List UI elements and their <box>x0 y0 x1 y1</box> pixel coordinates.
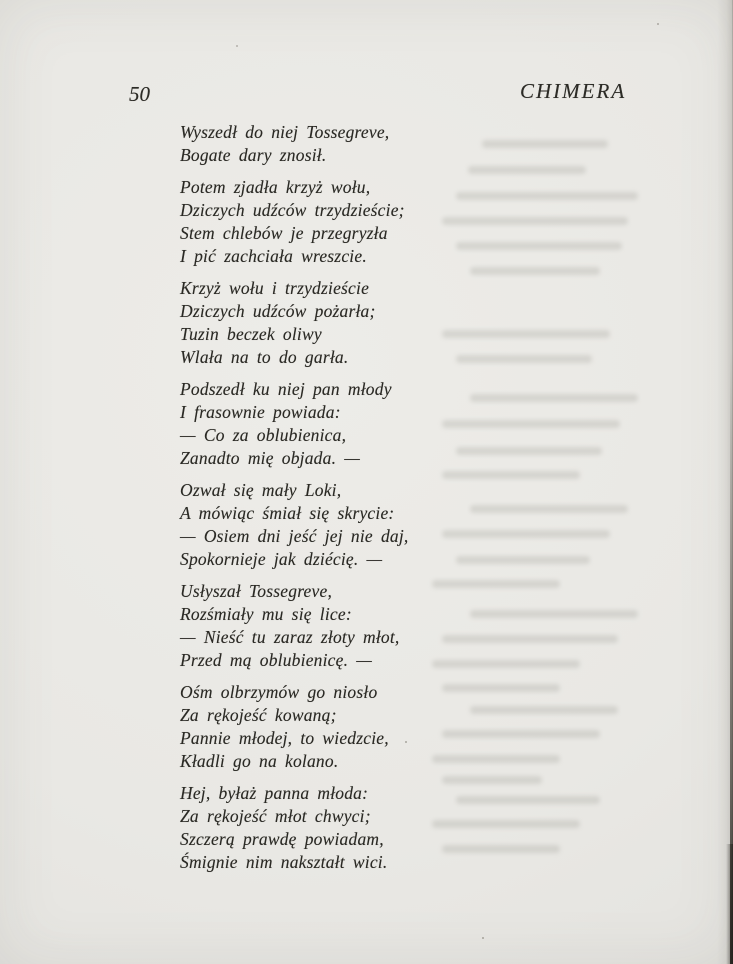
poem-line: Szczerą prawdę powiadam, <box>180 829 384 849</box>
bleed-through-line <box>456 556 590 564</box>
poem-line: Za rękojeść kowaną; <box>180 705 337 725</box>
stanza <box>180 176 409 268</box>
poem-line: Wyszedł do niej Tossegreve, <box>180 122 390 142</box>
poem-line: — Co za oblubienica, <box>180 425 347 445</box>
bleed-through-line <box>468 166 586 174</box>
bleed-through-line <box>456 192 638 200</box>
poem-line: Bogate dary znosił. <box>180 145 327 165</box>
poem-line: Tuzin beczek oliwy <box>180 324 322 344</box>
poem-line: Dziczych udźców pożarła; <box>180 301 376 321</box>
poem-line: Za rękojeść młot chwyci; <box>180 806 371 826</box>
bleed-through-line <box>470 610 638 618</box>
bleed-through-line <box>442 776 542 784</box>
bleed-through-line <box>442 217 628 225</box>
bleed-through-line <box>442 530 610 538</box>
bleed-through-line <box>470 706 618 714</box>
poem-line: Podszedł ku niej pan młody <box>180 379 392 399</box>
stanza <box>180 479 409 571</box>
poem-line: Krzyż wołu i trzydzieście <box>180 278 370 298</box>
poem-line: Wlała na to do garła. <box>180 347 349 367</box>
journal-title: CHIMERA <box>520 79 627 103</box>
poem <box>180 121 409 883</box>
poem-line: Spokornieje jak dziécię. — <box>180 549 383 569</box>
poem-line: I pić zachciała wreszcie. <box>180 246 367 266</box>
poem-line: Potem zjadła krzyż wołu, <box>180 177 371 197</box>
poem-line: — Nieść tu zaraz złoty młot, <box>180 627 400 647</box>
poem-line: — Osiem dni jeść jej nie daj, <box>180 526 409 546</box>
poem-line: Przed mą oblubienicę. — <box>180 650 373 670</box>
stanza <box>180 782 409 874</box>
stanza <box>180 121 409 167</box>
poem-line: Usłyszał Tossegreve, <box>180 581 333 601</box>
bleed-through-line <box>442 845 560 853</box>
bleed-through-line <box>432 755 560 763</box>
bleed-through-line <box>470 505 628 513</box>
poem-line: Pannie młodej, to wiedzcie, <box>180 728 389 748</box>
bleed-through-line <box>456 796 600 804</box>
poem-line: Rozśmiały mu się lice: <box>180 604 352 624</box>
bleed-through-line <box>432 820 580 828</box>
bleed-through-line <box>470 394 638 402</box>
page-number: 50 <box>129 82 150 106</box>
poem-line: Śmignie nim nakształt wici. <box>180 852 388 872</box>
bleed-through-line <box>432 660 580 668</box>
poem-line: Ośm olbrzymów go niosło <box>180 682 378 702</box>
poem-line: Hej, byłaż panna młoda: <box>180 783 369 803</box>
stanza <box>180 277 409 369</box>
bleed-through-line <box>442 684 560 692</box>
bleed-through-line <box>456 447 602 455</box>
bleed-through-line <box>442 420 620 428</box>
page-corner-shadow <box>726 844 733 964</box>
poem-line: Kładli go na kolano. <box>180 751 339 771</box>
poem-line: Zanadto mię objada. — <box>180 448 360 468</box>
poem-line: I frasownie powiada: <box>180 402 341 422</box>
bleed-through-line <box>456 242 622 250</box>
bleed-through-line <box>470 267 600 275</box>
stanza <box>180 580 409 672</box>
stanza <box>180 681 409 773</box>
poem-line: Dziczych udźców trzydzieście; <box>180 200 405 220</box>
bleed-through-line <box>442 730 600 738</box>
bleed-through-line <box>456 355 592 363</box>
stanza <box>180 378 409 470</box>
poem-line: A mówiąc śmiał się skrycie: <box>180 503 395 523</box>
bleed-through-line <box>432 580 560 588</box>
dust-specks <box>0 0 2 2</box>
poem-line: Stem chlebów je przegryzła <box>180 223 388 243</box>
poem-line: Ozwał się mały Loki, <box>180 480 342 500</box>
bleed-through-line <box>442 471 580 479</box>
bleed-through-line <box>442 635 618 643</box>
bleed-through-line <box>482 140 608 148</box>
bleed-through-line <box>442 330 610 338</box>
